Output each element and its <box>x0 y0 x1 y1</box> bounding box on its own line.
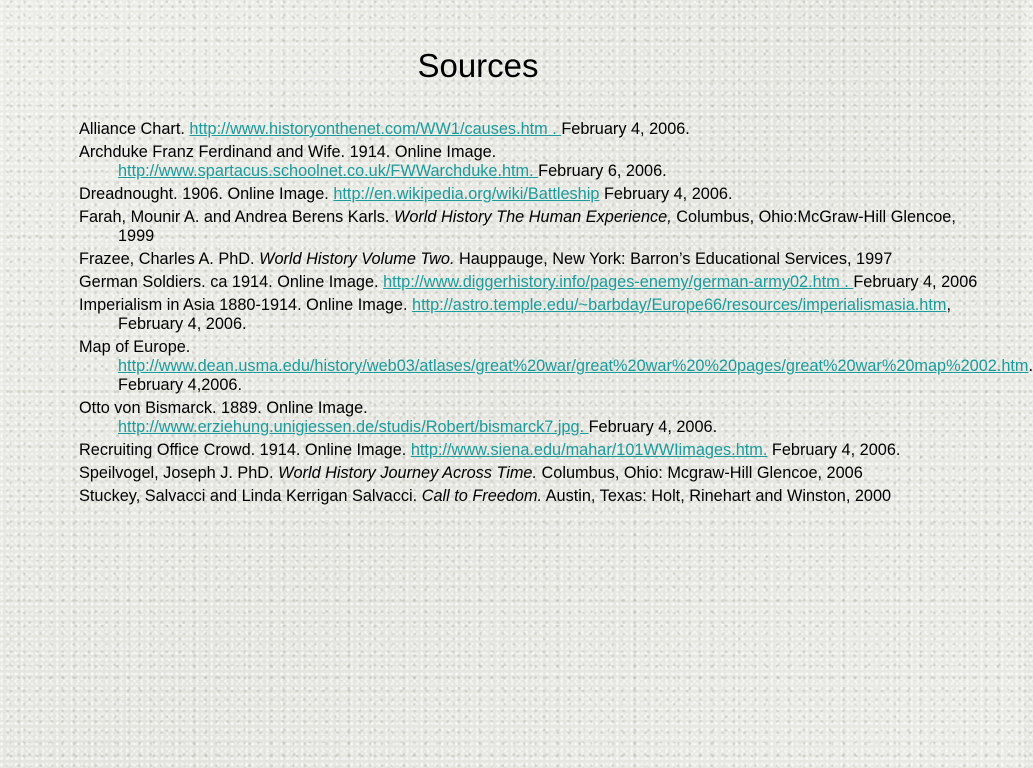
source-link[interactable]: http://www.erziehung.unigiessen.de/studis/Robert/bismarck7.jpg. <box>118 418 589 436</box>
source-entry <box>79 338 1033 395</box>
book-title: World History Journey Across Time. <box>278 464 538 482</box>
source-text: Speilvogel, Joseph J. PhD. <box>79 464 279 482</box>
source-text: Alliance Chart. <box>79 120 190 138</box>
source-entry <box>79 464 984 483</box>
source-text: Archduke Franz Ferdinand and Wife. 1914. Online Image. <box>79 143 497 161</box>
slide-title: Sources <box>417 47 539 84</box>
source-entry <box>79 399 984 437</box>
source-date: February 4, 2006 <box>853 273 978 291</box>
source-link[interactable]: http://astro.temple.edu/~barbday/Europe66/resources/imperialismasia.htm <box>412 296 947 314</box>
source-entry <box>79 441 984 460</box>
book-title: World History The Human Experience, <box>393 208 672 226</box>
source-date: February 4, 2006. <box>767 441 901 459</box>
book-title: Call to Freedom. <box>421 487 543 505</box>
source-text: Imperialism in Asia 1880-1914. Online Image. <box>79 296 413 314</box>
source-entry <box>79 120 984 139</box>
source-text: Recruiting Office Crowd. 1914. Online Image. <box>79 441 411 459</box>
source-entry <box>79 296 984 334</box>
source-date: . February 4,2006. <box>118 357 1033 394</box>
source-text: Dreadnought. 1906. Online Image. <box>79 185 334 203</box>
source-entry <box>79 143 984 181</box>
source-entry <box>79 185 984 204</box>
source-date: February 4, 2006. <box>561 120 690 138</box>
source-publisher: Hauppauge, New York: Barron’s Educational Services, 1997 <box>454 250 893 268</box>
source-text: German Soldiers. ca 1914. Online Image. <box>79 273 384 291</box>
source-text: Otto von Bismarck. 1889. Online Image. <box>79 399 368 417</box>
source-entry <box>79 487 984 506</box>
book-title: World History Volume Two. <box>259 250 455 268</box>
source-link[interactable]: http://www.diggerhistory.info/pages-enemy/german-army02.htm . <box>383 273 854 291</box>
source-text: Frazee, Charles A. PhD. <box>79 250 260 268</box>
source-publisher: Austin, Texas: Holt, Rinehart and Winston, 2000 <box>542 487 892 505</box>
source-text: Farah, Mounir A. and Andrea Berens Karls. <box>79 208 394 226</box>
source-date: February 4, 2006. <box>588 418 718 436</box>
source-entry <box>79 273 984 292</box>
source-link[interactable]: http://en.wikipedia.org/wiki/Battleship <box>333 185 600 203</box>
source-text: Stuckey, Salvacci and Linda Kerrigan Salvacci. <box>79 487 422 505</box>
source-link[interactable]: http://www.dean.usma.edu/history/web03/atlases/great%20war/great%20war%20%20pages/great%20war%20map%2002.htm <box>118 357 1029 375</box>
source-link[interactable]: http://www.siena.edu/mahar/101WWIimages.htm. <box>410 441 768 459</box>
source-text: Map of Europe. <box>79 338 191 356</box>
source-date: , February 4, 2006. <box>118 296 951 333</box>
source-link[interactable]: http://www.historyonthenet.com/WW1/causes.htm . <box>189 120 562 138</box>
source-publisher: Columbus, Ohio: Mcgraw-Hill Glencoe, 2006 <box>537 464 863 482</box>
source-link[interactable]: http://www.spartacus.schoolnet.co.uk/FWWarchduke.htm. <box>118 162 539 180</box>
source-publisher: Columbus, Ohio:McGraw-Hill Glencoe, 1999 <box>118 208 956 245</box>
sources-list <box>79 120 1033 510</box>
source-date: February 4, 2006. <box>599 185 733 203</box>
source-entry <box>79 208 984 246</box>
source-date: February 6, 2006. <box>538 162 667 180</box>
source-entry <box>79 250 984 269</box>
